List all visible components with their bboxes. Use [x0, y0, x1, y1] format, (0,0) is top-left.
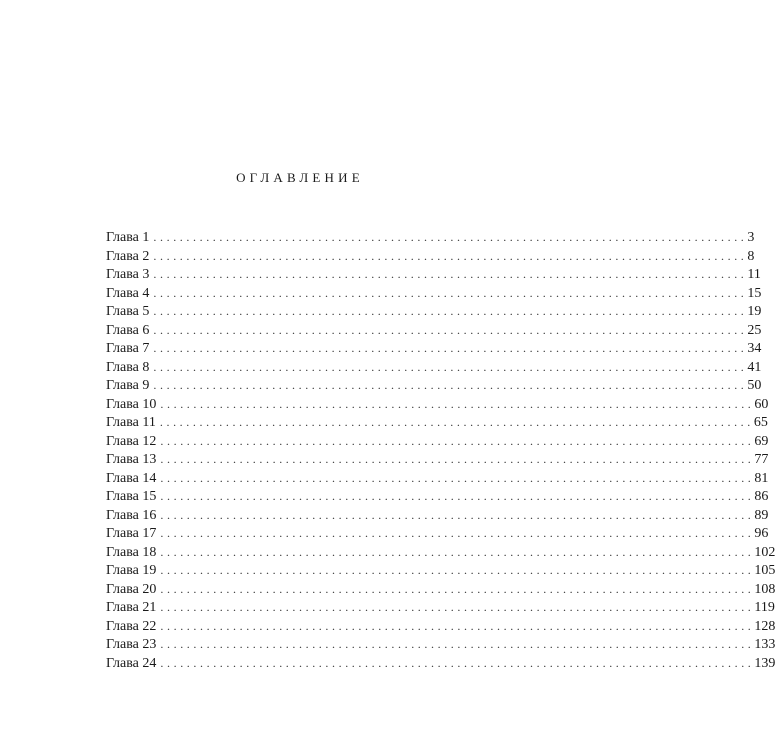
toc-entry[interactable]: [106, 654, 775, 673]
toc-entry-page: 77: [754, 452, 769, 467]
toc-entry-page: 119: [754, 600, 775, 615]
dot-leader: ..........................................................................................: [160, 618, 755, 633]
toc-entry-page: 128: [754, 618, 775, 634]
toc-entry-label: Глава 11: [106, 415, 156, 430]
toc-entry[interactable]: [106, 302, 762, 321]
toc-entry-page: 25: [747, 322, 762, 338]
toc-entry-page: 69: [754, 433, 769, 449]
toc-entry[interactable]: [106, 469, 769, 488]
toc-entry-label: Глава 1: [106, 230, 150, 245]
dot-leader: ..........................................................................................: [153, 322, 748, 337]
toc-entry[interactable]: [106, 284, 762, 303]
toc-entry[interactable]: [106, 487, 769, 506]
toc-entry[interactable]: [106, 321, 762, 340]
dot-leader: ..........................................................................................: [160, 489, 755, 503]
toc-entry-page: 65: [753, 415, 768, 430]
toc-entry-page: 50: [747, 378, 762, 393]
toc-entry[interactable]: [106, 635, 775, 654]
dot-leader: ..........................................................................................: [153, 304, 748, 318]
toc-entry-label: Глава 24: [106, 655, 157, 671]
toc-entry[interactable]: [106, 506, 769, 525]
toc-entry-label: Глава 21: [106, 600, 157, 615]
toc-entry[interactable]: [106, 598, 775, 617]
toc-entry-label: Глава 6: [106, 322, 150, 338]
toc-entry-page: 105: [754, 563, 775, 578]
dot-leader: ..........................................................................................: [153, 230, 748, 244]
toc-entry[interactable]: [106, 617, 775, 636]
toc-entry[interactable]: [106, 339, 762, 358]
toc-entry-page: 19: [747, 304, 762, 319]
toc-entry-label: Глава 15: [106, 489, 157, 504]
toc-entry-page: 11: [747, 267, 761, 282]
toc-entry[interactable]: [106, 228, 755, 247]
dot-leader: ..........................................................................................: [160, 526, 755, 540]
toc-entry-label: Глава 12: [106, 433, 157, 449]
toc-entry-page: 60: [754, 396, 769, 412]
toc-entry[interactable]: [106, 543, 775, 562]
toc-list: [106, 228, 775, 672]
dot-leader: ..........................................................................................: [160, 470, 755, 485]
dot-leader: ..........................................................................................: [160, 544, 755, 559]
toc-entry[interactable]: [106, 432, 769, 451]
dot-leader: ..........................................................................................: [153, 341, 748, 355]
dot-leader: ..........................................................................................: [153, 378, 748, 392]
toc-entry-page: 81: [754, 470, 769, 486]
toc-entry-page: 3: [747, 230, 755, 245]
toc-entry-page: 108: [754, 581, 775, 597]
toc-entry-page: 139: [754, 655, 775, 671]
toc-entry-label: Глава 7: [106, 341, 150, 356]
dot-leader: ..........................................................................................: [160, 655, 755, 670]
toc-entry-label: Глава 9: [106, 378, 150, 393]
toc-entry[interactable]: [106, 450, 769, 469]
dot-leader: ..........................................................................................: [153, 248, 748, 263]
toc-entry-label: Глава 19: [106, 563, 157, 578]
toc-entry[interactable]: [106, 247, 755, 266]
toc-entry[interactable]: [106, 358, 762, 377]
toc-entry-label: Глава 17: [106, 526, 157, 541]
dot-leader: ..........................................................................................: [160, 637, 755, 651]
dot-leader: ..........................................................................................: [153, 359, 748, 374]
toc-entry-label: Глава 2: [106, 248, 150, 264]
dot-leader: ..........................................................................................: [160, 396, 755, 411]
toc-entry-label: Глава 3: [106, 267, 150, 282]
toc-entry-page: 15: [747, 285, 762, 301]
toc-entry[interactable]: [106, 524, 769, 543]
dot-leader: ..........................................................................................: [160, 600, 755, 614]
toc-entry-label: Глава 22: [106, 618, 157, 634]
toc-entry-page: 96: [754, 526, 769, 541]
toc-entry-page: 86: [754, 489, 769, 504]
dot-leader: ..........................................................................................: [159, 415, 754, 429]
toc-entry-label: Глава 8: [106, 359, 150, 375]
toc-entry-page: 89: [754, 507, 769, 523]
toc-entry[interactable]: [106, 395, 769, 414]
toc-entry-label: Глава 4: [106, 285, 150, 301]
toc-entry[interactable]: [106, 580, 775, 599]
dot-leader: ..........................................................................................: [160, 507, 755, 522]
toc-entry[interactable]: [106, 265, 761, 284]
toc-title: ОГЛАВЛЕНИЕ: [236, 170, 364, 185]
toc-entry-page: 102: [754, 544, 775, 560]
toc-entry-label: Глава 10: [106, 396, 157, 412]
toc-entry-page: 8: [747, 248, 755, 264]
dot-leader: ..........................................................................................: [160, 581, 755, 596]
toc-entry[interactable]: [106, 561, 775, 580]
toc-entry[interactable]: [106, 376, 762, 395]
dot-leader: ..........................................................................................: [160, 433, 755, 448]
toc-entry-label: Глава 14: [106, 470, 157, 486]
toc-entry-label: Глава 18: [106, 544, 157, 560]
toc-entry-page: 41: [747, 359, 762, 375]
toc-entry-label: Глава 13: [106, 452, 157, 467]
toc-entry-label: Глава 16: [106, 507, 157, 523]
dot-leader: ..........................................................................................: [160, 563, 755, 577]
toc-entry-label: Глава 23: [106, 637, 157, 652]
dot-leader: ..........................................................................................: [153, 267, 748, 281]
toc-entry-label: Глава 20: [106, 581, 157, 597]
toc-entry-page: 133: [754, 637, 775, 652]
dot-leader: ..........................................................................................: [153, 285, 748, 300]
toc-entry-label: Глава 5: [106, 304, 150, 319]
toc-entry[interactable]: [106, 413, 768, 432]
dot-leader: ..........................................................................................: [160, 452, 755, 466]
toc-entry-page: 34: [747, 341, 762, 356]
